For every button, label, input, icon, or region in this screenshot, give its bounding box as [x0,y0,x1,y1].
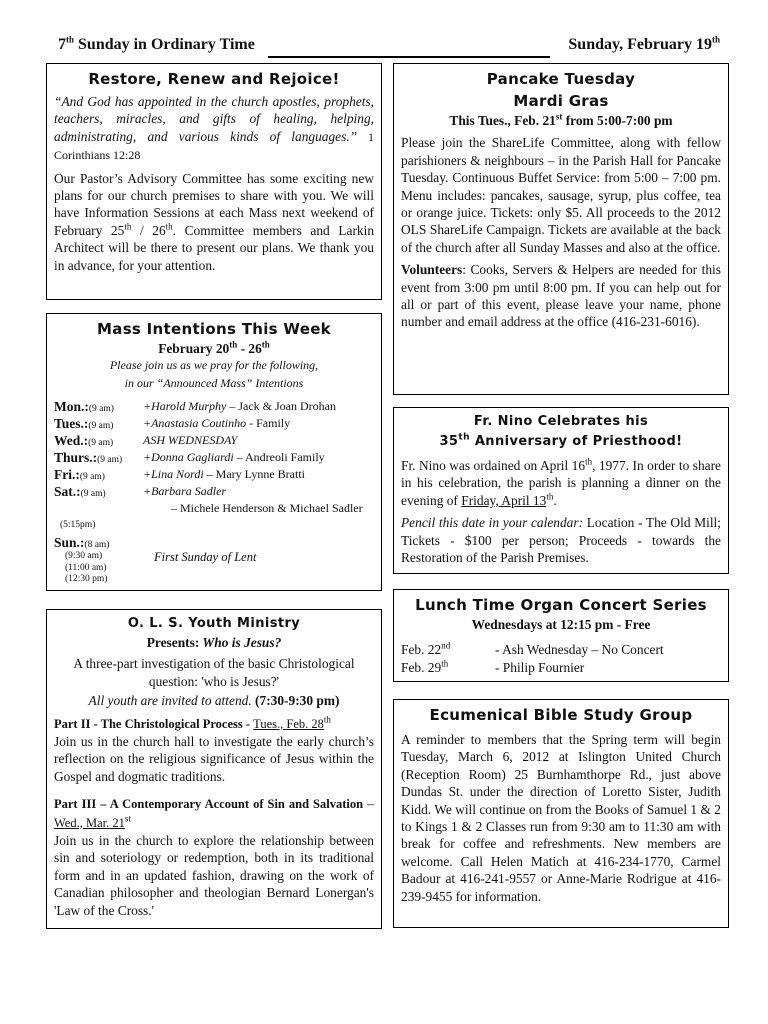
bible-study-section [393,699,729,928]
youth-presents: Presents: Who is Jesus? [146,635,282,650]
youth-invite: All youth are invited to attend. (7:30-9:30 pm) [88,693,340,709]
youth-part-2: Part II - The Christological Process - Tues., Feb. 28th Join us in the church hall to investigate the early church’s reflection on the religious significance of Jesus within the Gospel and dogmatic traditions. [54,714,374,784]
mardi-gras-title: Mardi Gras [513,92,609,110]
youth-title: O. L. S. Youth Ministry [127,616,301,631]
restore-title: Restore, Renew and Rejoice! [88,70,340,88]
nino-body: Fr. Nino was ordained on April 16th, 1977. In order to share in his celebration, the parish is planning a dinner on the evening of Friday, April 13th. [401,456,721,508]
first-sunday-lent: First Sunday of Lent [154,550,257,565]
mass-subtitle-2: in our “Announced Mass” Intentions [124,375,304,390]
bulletin-date: Sunday, February 19th [568,34,720,53]
mass-row-sat: Sat.:(9 am) +Barbara Sadler [54,484,227,500]
bulletin-header [58,36,720,58]
pancake-title: Pancake Tuesday [486,70,636,88]
mass-subtitle-1: Please join us as we pray for the following, [109,358,319,373]
mass-row-sat-donors: – Michele Henderson & Michael Sadler [171,501,363,516]
youth-part-3: Part III – A Contemporary Account of Sin and Salvation – Wed., Mar. 21st Join us in the church to explore the relationship between sin and soteriology or redemption, both in its traditional form and in an updated fashion, drawing on the work of Canadian philosopher and theologian Bernard Lonergan's 'Law of the Cross.' [54,796,374,918]
organ-concert-section [393,589,729,682]
mass-row-thurs: Thurs.:(9 am) +Donna Gagliardi – Andreoli Family [54,450,325,466]
mass-intentions-section [46,313,382,591]
pancake-body: Please join the ShareLife Committee, along with fellow parishioners & neighbours – in the Parish Hall for Pancake Tuesday. Continuous Buffet Service: from 5:00 – 7:00 pm. Menu includes: pancakes, sausage, syrup, plus coffee, tea or orange juice. Tickets: only $5. All proceeds to the 2012 OLS ShareLife Campaign. Tickets are available at the back of the church after all Sunday Masses and also at the office. [401,135,721,255]
organ-title: Lunch Time Organ Concert Series [415,596,707,614]
pancake-tuesday-section [393,63,729,395]
bible-title: Ecumenical Bible Study Group [429,706,693,724]
organ-when: Wednesdays at 12:15 pm - Free [471,617,651,632]
header-rule [268,56,550,58]
pancake-when: This Tues., Feb. 21st from 5:00-7:00 pm [449,111,673,128]
organ-row-2: Feb. 29th - Philip Fournier [401,658,585,676]
restore-section [46,63,382,300]
mass-row-tues: Tues.:(9 am) +Anastasia Coutinho - Family [54,416,291,432]
mass-row-sat-evening: (5:15pm) [60,520,96,531]
mass-row-wed: Wed.:(9 am) ASH WEDNESDAY [54,433,238,449]
mass-row-fri: Fri.:(9 am) +Lina Nordi – Mary Lynne Bratti [54,467,305,483]
bible-body: A reminder to members that the Spring term will begin Tuesday, March 6, 2012 at Islington United Church (Reception Room) 25 Burnhamthorpe Rd., just above Dundas St. under the direction of Loretto Sister, Judith Kidd. We will continue on from the Books of Samuel 1 & 2 to Kings 1 & 2 Classes run from 9:30 am to 11:30 am with break for coffee and refreshments. New members are welcome. Call Helen Matich at 416-234-1770, Carmel Badour at 416-241-9557 or Anne-Marie Rodrigue at 416-239-9455 for information. [401,732,721,904]
mass-sunday-times: (9:30 am) (11:00 am) (12:30 pm) First Sunday of Lent [65,550,257,585]
mass-row-mon: Mon.:(9 am) +Harold Murphy – Jack & Joan Drohan [54,399,336,415]
organ-row-1: Feb. 22nd - Ash Wednesday – No Concert [401,640,664,658]
nino-title-2: 35th Anniversary of Priesthood! [439,432,683,449]
nino-title-1: Fr. Nino Celebrates his [473,414,649,429]
youth-ministry-section [46,609,382,929]
pancake-volunteers: Volunteers: Cooks, Servers & Helpers are needed for this event from 3:00 pm until 8:00 pm. If you can help out for all or part of this event, please leave your name, phone number and email address at the office (416-231-6016). [401,262,721,330]
nino-pencil: Pencil this date in your calendar: Location - The Old Mill; Tickets - $100 per person; Proceeds - towards the Restoration of the Parish Premises. [401,515,721,566]
mass-title: Mass Intentions This Week [97,320,331,338]
youth-intro: A three-part investigation of the basic Christological question: 'who is Jesus?' [73,656,355,689]
mass-week-dates: February 20th - 26th [158,339,270,356]
mass-row-sun: Sun.:(8 am) [54,535,110,551]
fr-nino-section [393,407,729,574]
liturgical-day: 7th Sunday in Ordinary Time [58,34,255,53]
restore-body: Our Pastor’s Advisory Committee has some exciting new plans for our church premises to share with you. We will have Information Sessions at each Mass next weekend of February 25th / 26th. Committee members and Larkin Architect will be there to present our plans. We thank you in advance, for your attention. [54,170,375,273]
restore-quote: “And God has appointed in the church apostles, prophets, teachers, miracles, and gifts of healing, helping, administrating, and various kinds of languages.” 1 Corinthians 12:28 [54,94,375,163]
